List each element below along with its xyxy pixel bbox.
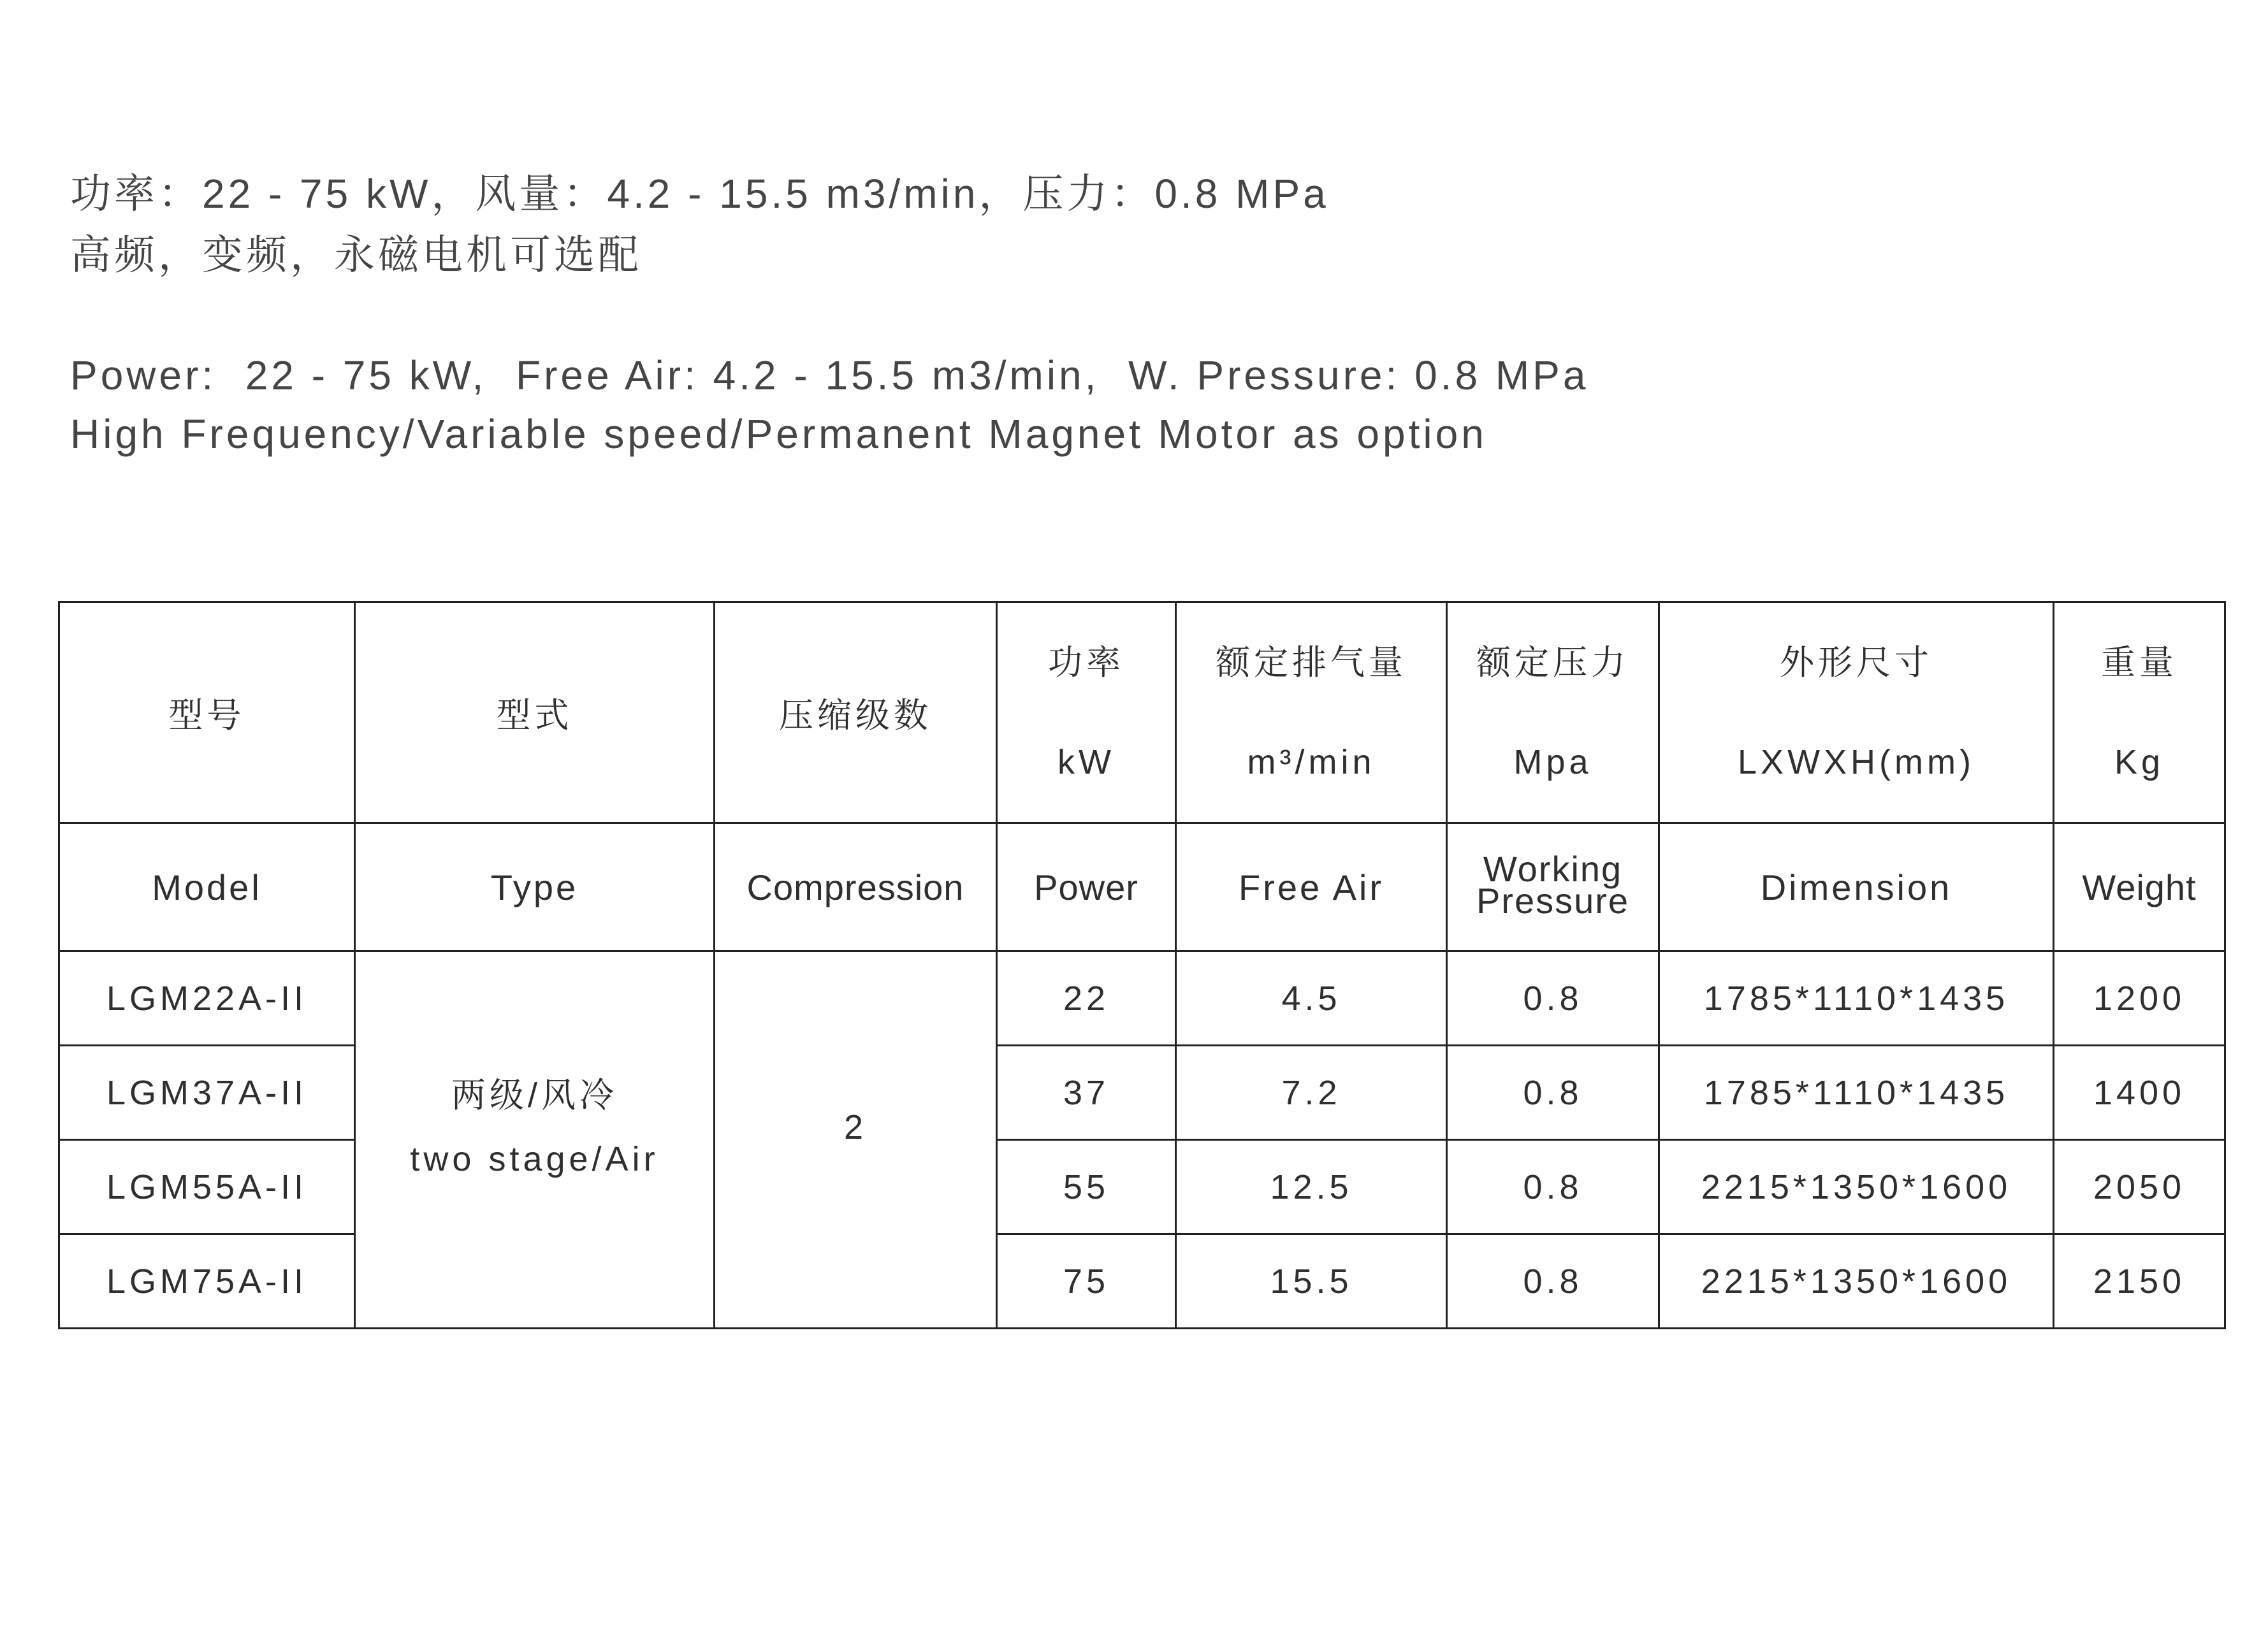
header-weight-cn (2054, 602, 2225, 823)
header-weight-label: 重量 (2101, 644, 2177, 682)
cell-dimension: 1785*1110*1435 (1659, 1046, 2054, 1140)
cell-pressure: 0.8 (1447, 951, 1659, 1046)
type-text-group (356, 1064, 713, 1216)
header-free-air-en: Free Air (1176, 823, 1447, 951)
header-row-cn (59, 602, 2225, 823)
header-row-en (59, 823, 2225, 951)
header-power-unit: kW (1058, 743, 1115, 781)
spec-table (58, 601, 2226, 1329)
cell-weight: 2050 (2054, 1140, 2225, 1234)
cell-free-air: 4.5 (1176, 951, 1447, 1046)
header-pressure-en (1447, 823, 1659, 951)
intro-specs-en: Power: 22 - 75 kW, Free Air: 4.2 - 15.5 m3/min, W. Pressure: 0.8 MPa (70, 352, 1589, 398)
header-dimension-cn (1659, 602, 2054, 823)
intro-options-cn: 高频，变频，永磁电机可选配 (70, 232, 642, 278)
header-type-en: Type (355, 823, 715, 951)
table-row (59, 951, 2225, 1046)
header-model-en: Model (59, 823, 355, 951)
cell-power: 55 (997, 1140, 1176, 1234)
header-pressure-unit: Mpa (1513, 743, 1592, 781)
header-dimension-unit: LXWXH(mm) (1738, 743, 1975, 781)
cell-free-air: 15.5 (1176, 1234, 1447, 1329)
cell-pressure: 0.8 (1447, 1046, 1659, 1140)
type-en: two stage/Air (410, 1139, 659, 1178)
cell-dimension: 2215*1350*1600 (1659, 1234, 2054, 1329)
cell-model: LGM22A-II (59, 951, 355, 1046)
header-model-cn: 型号 (59, 602, 355, 823)
compression-value: 2 (843, 1108, 868, 1146)
cell-model: LGM55A-II (59, 1140, 355, 1234)
cell-compression-merged (715, 951, 997, 1329)
header-dimension-en: Dimension (1659, 823, 2054, 951)
cell-pressure: 0.8 (1447, 1234, 1659, 1329)
header-pressure-label: 额定压力 (1476, 644, 1629, 682)
cell-weight: 1400 (2054, 1046, 2225, 1140)
header-power-en: Power (997, 823, 1176, 951)
header-compression-cn: 压缩级数 (715, 602, 997, 823)
header-weight-en: Weight (2054, 823, 2225, 951)
header-compression-en: Compression (715, 823, 997, 951)
header-pressure-en-label: Working Pressure (1476, 848, 1630, 921)
header-weight-unit: Kg (2114, 743, 2165, 781)
cell-dimension: 1785*1110*1435 (1659, 951, 2054, 1046)
cell-power: 37 (997, 1046, 1176, 1140)
type-cn: 两级/风冷 (451, 1076, 618, 1115)
header-free-air-cn (1176, 602, 1447, 823)
cell-pressure: 0.8 (1447, 1140, 1659, 1234)
cell-model: LGM37A-II (59, 1046, 355, 1140)
cell-dimension: 2215*1350*1600 (1659, 1140, 2054, 1234)
cell-free-air: 7.2 (1176, 1046, 1447, 1140)
cell-power: 22 (997, 951, 1176, 1046)
header-free-air-label: 额定排气量 (1216, 644, 1407, 682)
cell-type-merged (355, 951, 715, 1329)
cell-weight: 1200 (2054, 951, 2225, 1046)
header-pressure-cn (1447, 602, 1659, 823)
intro-specs-cn: 功率：22 - 75 kW，风量：4.2 - 15.5 m3/min，压力：0.8 MPa (70, 171, 1329, 217)
cell-power: 75 (997, 1234, 1176, 1329)
header-type-cn: 型式 (355, 602, 715, 823)
header-power-cn (997, 602, 1176, 823)
intro-options-en: High Frequency/Variable speed/Permanent Magnet Motor as option (70, 411, 1487, 457)
cell-model: LGM75A-II (59, 1234, 355, 1329)
cell-weight: 2150 (2054, 1234, 2225, 1329)
header-power-label: 功率 (1048, 644, 1124, 682)
header-dimension-label: 外形尺寸 (1780, 644, 1933, 682)
header-free-air-unit: m³/min (1247, 743, 1376, 781)
cell-free-air: 12.5 (1176, 1140, 1447, 1234)
